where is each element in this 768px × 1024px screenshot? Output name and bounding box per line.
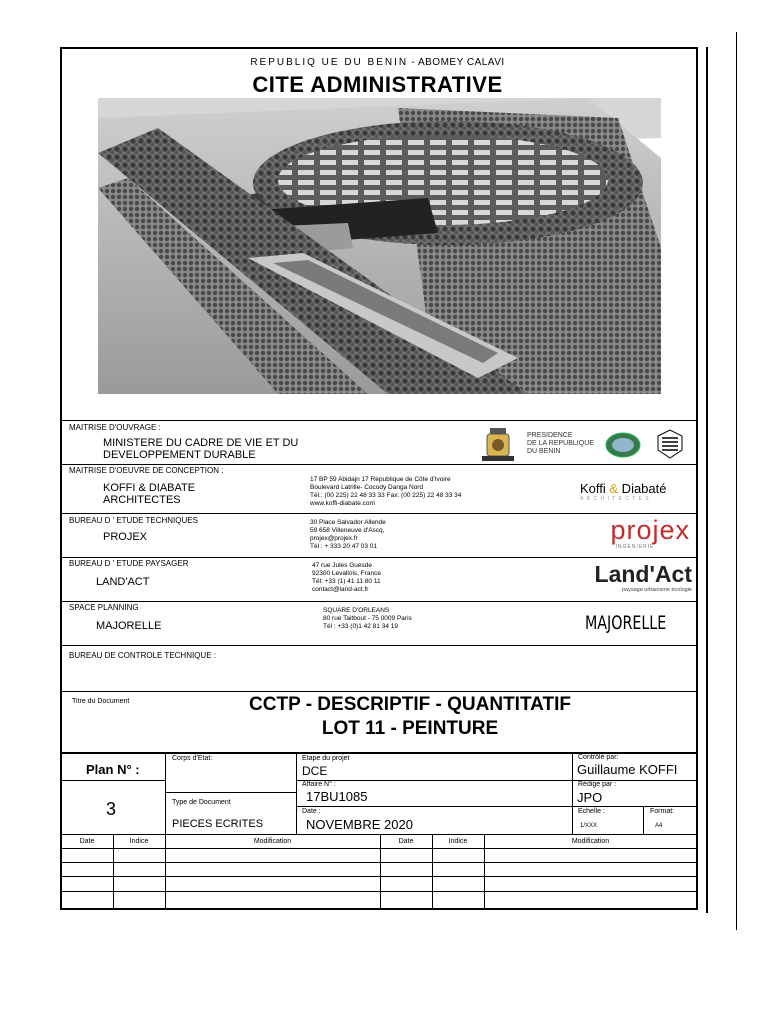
- ministry-emblem-logo: [604, 431, 642, 459]
- document-title-line1: CCTP - DESCRIPTIF - QUANTITATIF: [249, 694, 571, 715]
- divider: [61, 862, 697, 863]
- divider: [61, 464, 697, 465]
- divider: [643, 806, 644, 834]
- revision-header-modification: Modification: [253, 838, 292, 845]
- space-planning-address: SQUARE D'ORLEANS 80 rue Taitbout - 75 0009 Paris Tél : +33 (0)1 42 81 34 19: [323, 607, 412, 630]
- affaire-label: Affaire N° :: [302, 781, 336, 788]
- divider: [296, 806, 697, 807]
- space-planning-label: SPACE PLANNING: [69, 603, 139, 612]
- echelle-value: 1/XXX: [580, 823, 598, 829]
- maitrise-ouvrage-name: MINISTERE DU CADRE DE VIE ET DU DEVELOPPEMENT DURABLE: [103, 437, 299, 461]
- controle-par-value: Guillaume KOFFI: [577, 762, 678, 777]
- echelle-label: Echelle :: [578, 808, 605, 815]
- etape-label: Etape du projet: [302, 755, 350, 762]
- format-value: A4: [655, 823, 663, 829]
- date-label: Date :: [302, 808, 321, 815]
- divider: [165, 753, 166, 834]
- bureau-paysager-name: LAND'ACT: [96, 576, 150, 588]
- project-title: CITE ADMINISTRATIVE: [252, 72, 503, 97]
- projex-logo: projex INGÉNIERIE: [610, 515, 690, 550]
- maitrise-oeuvre-address: 17 BP 59 Abidajn 17 République de Côte d'Ivoire Boulevard Latrille- Cocody Danga Nord Tél.: (00 225) 22 48 33 33 Fax: (00 225) 22 48 33 34 www.koffi-diabate.com: [310, 476, 462, 507]
- maitrise-ouvrage-label: MAITRISE D'OUVRAGE :: [69, 423, 161, 432]
- affaire-value: 17BU1085: [306, 789, 368, 804]
- type-document-value: PIECES ECRITES: [172, 818, 264, 830]
- revision-header-date-2: Date: [398, 838, 414, 845]
- divider: [61, 780, 166, 781]
- date-value: NOVEMBRE 2020: [306, 817, 413, 832]
- city-emblem-logo: [652, 428, 688, 462]
- document-title-label: Titre du Document: [72, 698, 130, 705]
- corps-etat-label: Corps d'Etat:: [172, 755, 213, 762]
- margin-line: [706, 47, 708, 913]
- divider: [61, 513, 697, 514]
- controle-par-label: Contrôlé par:: [578, 754, 619, 761]
- majorelle-logo: MAJORELLE: [585, 612, 667, 634]
- controle-label: BUREAU DE CONTROLE TECHNIQUE :: [69, 651, 216, 660]
- redige-par-value: JPO: [577, 790, 603, 805]
- divider: [61, 645, 697, 646]
- type-document-label: Type de Document: [172, 799, 231, 806]
- bureau-paysager-address: 47 rue Jules Guesde 92300 Levallois, France Tél: +33 (1) 41 11 80 11 contact@land-act.fr: [312, 562, 382, 593]
- divider: [61, 691, 697, 692]
- presidence-logo-text: PRESIDENCE DE LA REPUBLIQUE DU BENIN: [527, 432, 594, 455]
- revision-header-date: Date: [79, 838, 95, 845]
- koffi-diabate-logo: Koffi & Diabaté A R C H I T E C T E S: [580, 481, 667, 502]
- bureau-etude-name: PROJEX: [103, 531, 148, 543]
- divider: [296, 780, 697, 781]
- divider: [61, 848, 697, 849]
- space-planning-name: MAJORELLE: [96, 620, 162, 632]
- format-label: Format:: [650, 808, 675, 815]
- document-title-line2: LOT 11 - PEINTURE: [321, 718, 499, 739]
- divider: [165, 835, 166, 909]
- divider: [296, 753, 297, 834]
- divider: [61, 420, 697, 421]
- landact-logo: Land'Act paysage urbanisme écologie: [594, 561, 692, 593]
- bureau-etude-address: 30 Place Salvador Allende 59 658 Villeneuve d'Ascq, projex@projex.fr Tél : + 333 20 47 03 01: [310, 519, 386, 550]
- divider: [380, 835, 381, 909]
- republic-header: REPUBLIQ UE DU BENIN - ABOMEY CALAVI: [250, 57, 505, 68]
- aerial-rendering-image: [98, 98, 661, 394]
- benin-coat-of-arms-logo: [478, 428, 518, 462]
- divider: [484, 835, 485, 909]
- revision-header-indice-2: Indice: [448, 838, 468, 845]
- plan-number-label: Plan N° :: [86, 762, 140, 777]
- etape-value: DCE: [302, 764, 328, 778]
- divider: [113, 835, 114, 909]
- divider: [572, 753, 573, 834]
- divider: [61, 891, 697, 892]
- divider: [166, 792, 296, 793]
- divider: [61, 834, 697, 835]
- redige-par-label: Rédigé par :: [578, 781, 617, 788]
- divider: [61, 601, 697, 602]
- divider: [61, 557, 697, 558]
- margin-line-outer: [736, 32, 737, 930]
- plan-number-value: 3: [106, 799, 117, 819]
- divider: [432, 835, 433, 909]
- revision-header-modification-2: Modification: [571, 838, 610, 845]
- maitrise-oeuvre-label: MAITRISE D'OEUVRE DE CONCEPTION :: [69, 466, 224, 475]
- bureau-etude-label: BUREAU D ' ETUDE TECHNIQUES: [69, 516, 198, 525]
- divider: [61, 876, 697, 877]
- maitrise-oeuvre-name: KOFFI & DIABATE ARCHITECTES: [103, 482, 196, 506]
- bureau-paysager-label: BUREAU D ' ETUDE PAYSAGER: [69, 559, 189, 568]
- revision-header-indice: Indice: [129, 838, 149, 845]
